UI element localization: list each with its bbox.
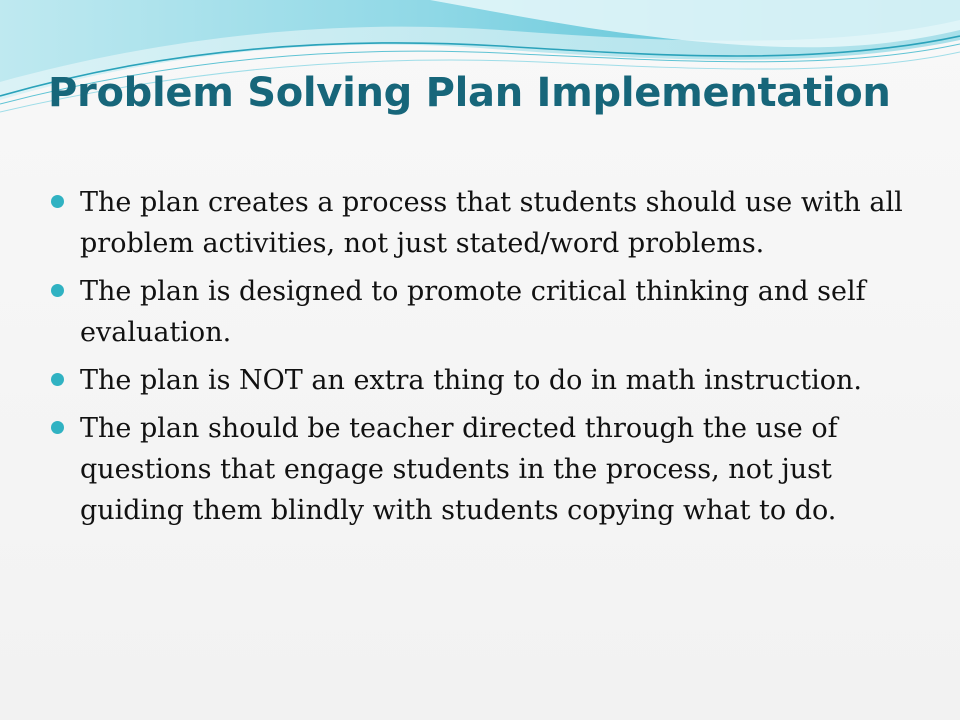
bullet-dot-icon: [51, 195, 64, 208]
list-item-text: The plan should be teacher directed through the use of questions that engage students in the process, not just guiding them blindly with students copying what to do.: [80, 413, 838, 526]
list-item: [50, 182, 930, 264]
bullet-list: [50, 182, 930, 538]
list-item: [50, 360, 930, 401]
list-item-text: The plan is NOT an extra thing to do in math instruction.: [80, 365, 863, 396]
list-item: [50, 408, 930, 531]
bullet-dot-icon: [51, 284, 64, 297]
list-item-text: The plan creates a process that students should use with all problem activities, not just stated/word problems.: [80, 187, 903, 259]
bullet-dot-icon: [51, 373, 64, 386]
bullet-dot-icon: [51, 421, 64, 434]
slide-title: Problem Solving Plan Implementation: [48, 70, 891, 116]
list-item: [50, 271, 930, 353]
list-item-text: The plan is designed to promote critical thinking and self evaluation.: [80, 276, 866, 348]
